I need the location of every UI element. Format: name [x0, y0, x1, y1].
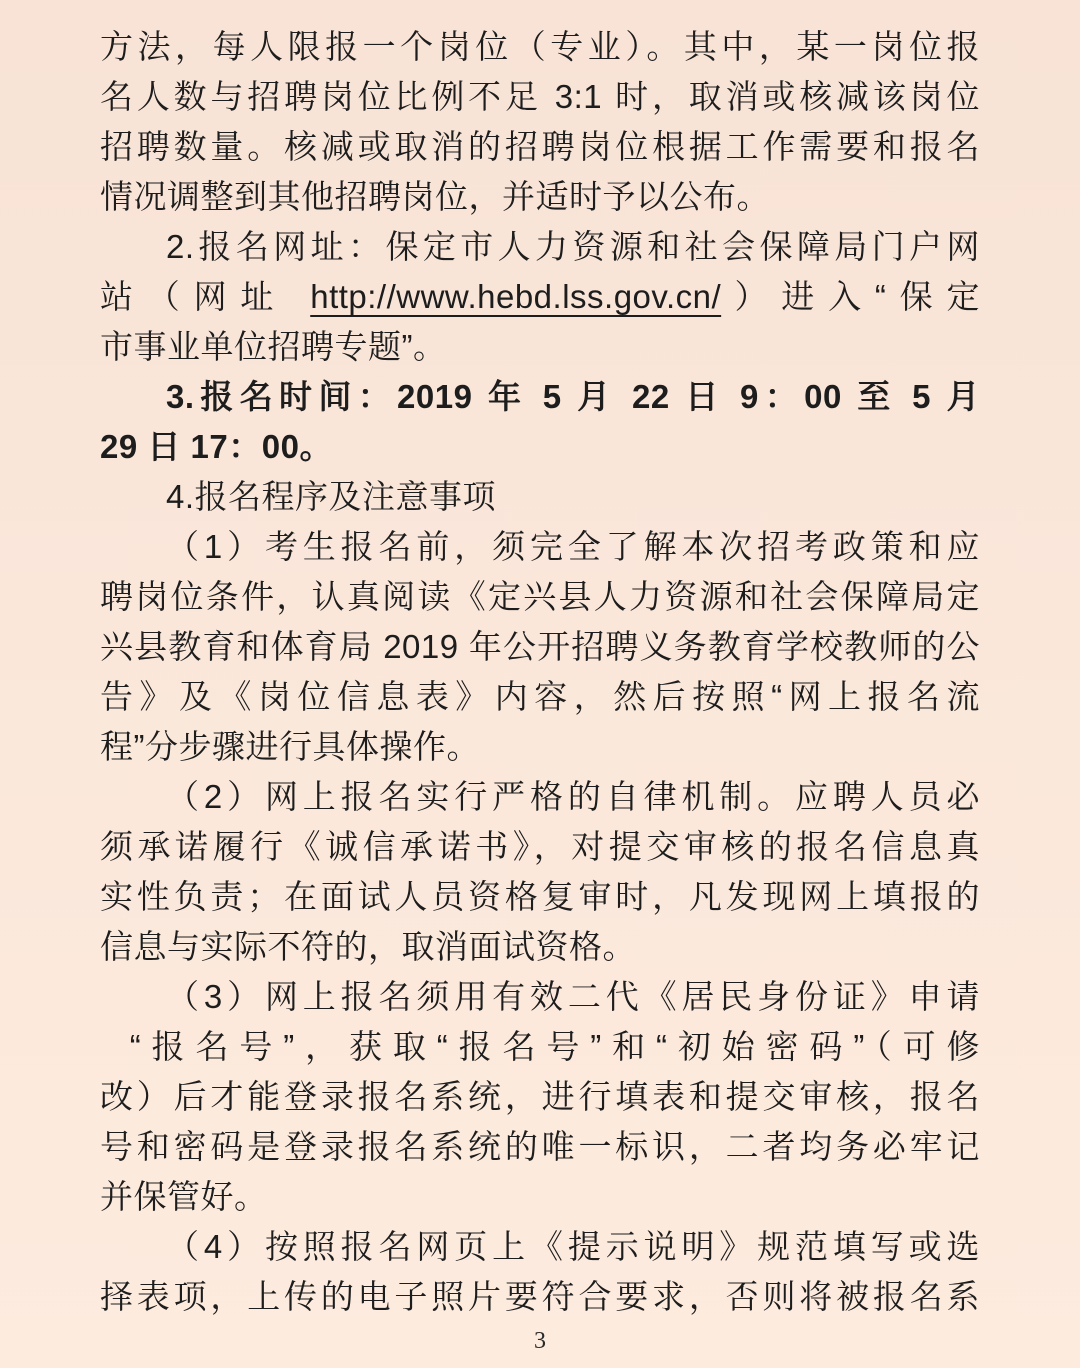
text-segment: “报名号”，获取“报名号”和“初始密码”（可修 [129, 1028, 980, 1065]
text-segment: 3.报名时间：2019 年 5 月 22 日 9：00 至 5 月 [166, 378, 980, 415]
text-line [100, 722, 980, 772]
text-segment: 并保管好。 [100, 1178, 268, 1215]
url-link[interactable]: http://www.hebd.lss.gov.cn/ [310, 278, 722, 315]
text-segment: 2.报名网址：保定市人力资源和社会保障局门户网 [166, 228, 980, 265]
text-segment: 信息与实际不符的，取消面试资格。 [100, 928, 636, 965]
text-line [100, 272, 980, 322]
text-segment: 29 日 17：00。 [100, 428, 333, 465]
text-segment: （2）网上报名实行严格的自律机制。应聘人员必 [166, 778, 980, 815]
text-segment: 招聘数量。核减或取消的招聘岗位根据工作需要和报名 [100, 128, 980, 165]
text-segment: 实性负责；在面试人员资格复审时，凡发现网上填报的 [100, 878, 980, 915]
text-segment: 4.报名程序及注意事项 [166, 478, 497, 515]
text-line [100, 372, 980, 422]
text-line [100, 322, 980, 372]
text-line [100, 1222, 980, 1272]
text-segment: 程”分步骤进行具体操作。 [100, 728, 480, 765]
text-segment: 名人数与招聘岗位比例不足 3:1 时，取消或核减该岗位 [100, 78, 980, 115]
text-line [100, 872, 980, 922]
text-line [100, 572, 980, 622]
text-segment: 市事业单位招聘专题”。 [100, 328, 447, 365]
text-line [100, 972, 980, 1022]
text-segment: 情况调整到其他招聘岗位，并适时予以公布。 [100, 178, 770, 215]
text-line [100, 1022, 980, 1072]
text-segment: （1）考生报名前，须完全了解本次招考政策和应 [166, 528, 980, 565]
text-line [100, 822, 980, 872]
text-segment: ）进入“保定 [721, 278, 980, 315]
text-line [100, 72, 980, 122]
text-segment: 号和密码是登录报名系统的唯一标识，二者均务必牢记 [100, 1128, 980, 1165]
text-segment: （3）网上报名须用有效二代《居民身份证》申请 [166, 978, 980, 1015]
text-segment: 站（网址 [100, 278, 311, 315]
text-line [100, 1272, 980, 1322]
text-segment: 择表项，上传的电子照片要符合要求，否则将被报名系 [100, 1278, 980, 1315]
text-line [100, 172, 980, 222]
text-line [100, 22, 980, 72]
text-line [100, 522, 980, 572]
text-line [100, 1072, 980, 1122]
text-line [100, 922, 980, 972]
text-line [100, 472, 980, 522]
page-number: 3 [534, 1328, 546, 1354]
text-segment: 方法，每人限报一个岗位（专业）。其中，某一岗位报 [100, 28, 980, 65]
text-segment: 兴县教育和体育局 2019 年公开招聘义务教育学校教师的公 [100, 628, 980, 665]
text-segment: 告》及《岗位信息表》内容，然后按照“网上报名流 [100, 678, 980, 715]
text-segment: 改）后才能登录报名系统，进行填表和提交审核，报名 [100, 1078, 980, 1115]
text-line [100, 772, 980, 822]
text-line [100, 1172, 980, 1222]
text-line [100, 1122, 980, 1172]
text-line [100, 422, 980, 472]
text-segment: 须承诺履行《诚信承诺书》，对提交审核的报名信息真 [100, 828, 980, 865]
text-line [100, 222, 980, 272]
text-line [100, 672, 980, 722]
text-line [100, 622, 980, 672]
text-segment: 聘岗位条件，认真阅读《定兴县人力资源和社会保障局定 [100, 578, 980, 615]
document-body [100, 22, 980, 1322]
text-line [100, 122, 980, 172]
text-segment: （4）按照报名网页上《提示说明》规范填写或选 [166, 1228, 980, 1265]
